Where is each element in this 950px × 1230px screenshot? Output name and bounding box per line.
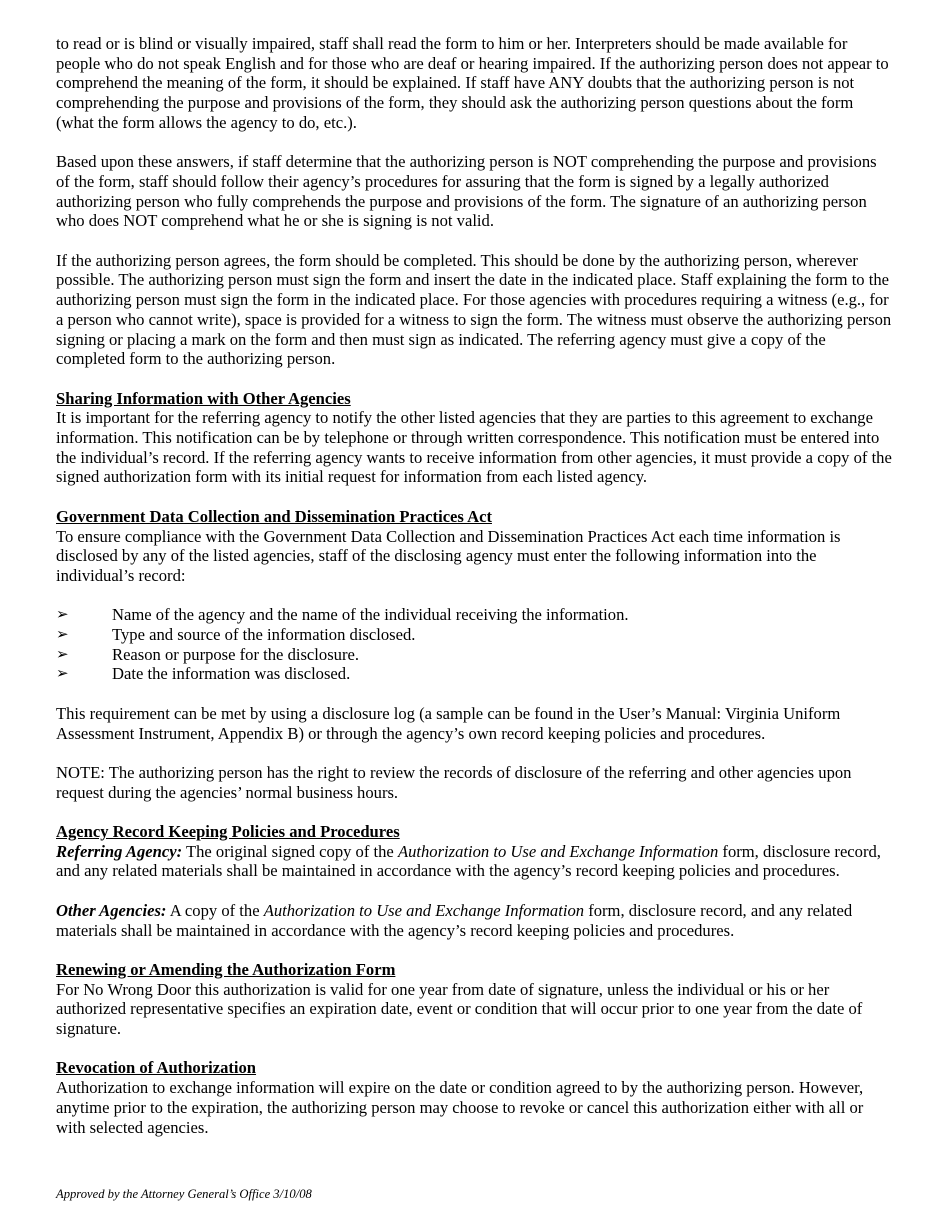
list-item [56,664,894,684]
disclosure-list [56,605,894,684]
paragraph-note: NOTE: The authorizing person has the right to review the records of disclosure of the referring and other agencies upon request during the agencies’ normal business hours. [56,762,852,802]
paragraph-renewing: For No Wrong Door this authorization is valid for one year from date of signature, unless the individual or his or her authorized representative specifies an expiration date, event or condition that will occur prior to one year from the date of signature. [56,979,863,1038]
paragraph-completion: If the authorizing person agrees, the form should be completed. This should be done by the authorizing person, wherever possible. The authorizing person must sign the form and insert the date in the indicated place. Staff explaining the form to the authorizing person must sign the form in the indicated place. For those agencies with procedures requiring a witness (e.g., for a person who cannot write), space is provided for a witness to sign the form. The witness must observe the authorizing person signing or placing a mark on the form and then must sign as indicated. The referring agency must give a copy of the completed form to the authorizing person. [56,250,892,369]
list-item-text: Type and source of the information disclosed. [112,625,416,645]
section-revocation [56,1058,894,1137]
list-item [56,645,894,665]
paragraph-revocation: Authorization to exchange information will expire on the date or condition agreed to by the authorizing person. However, anytime prior to the expiration, the authorizing person may choose to revoke or cancel this authorization either with all or with selected agencies. [56,1078,864,1137]
text-segment: The original signed copy of the [182,841,398,861]
form-title: Authorization to Use and Exchange Information [263,900,585,920]
paragraph-gdcdpa: To ensure compliance with the Government Data Collection and Dissemination Practices Act each time information is disclosed by any of the listed agencies, staff of the disclosing agency must enter the following information into the individual’s record: [56,526,841,585]
section-renewing [56,960,894,1039]
paragraph-referring-agency [56,842,894,881]
heading-sharing: Sharing Information with Other Agencies [56,388,351,408]
label-other-agencies: Other Agencies: [56,900,167,920]
list-item [56,625,894,645]
footer-approval-note: Approved by the Attorney General’s Office 3/10/08 [56,1187,312,1201]
heading-renewing: Renewing or Amending the Authorization Form [56,959,396,979]
section-sharing [56,389,894,488]
section-record-keeping [56,822,894,940]
form-title: Authorization to Use and Exchange Information [397,841,719,861]
text-segment: form, disclosure record, and any related materials shall be maintained in accordance with the agency’s record keeping policies and procedures. [56,900,853,940]
document-body [56,34,894,1137]
paragraph-comprehension: Based upon these answers, if staff determine that the authorizing person is NOT comprehending the purpose and provisions of the form, staff should follow their agency’s procedures for assuring that the form is signed by a legally authorized authorizing person who fully comprehends the purpose and provisions of the form. The signature of an authorizing person who does NOT comprehend what he or she is signing is not valid. [56,152,877,231]
paragraph-interpreters: to read or is blind or visually impaired, staff shall read the form to him or her. Interpreters should be made available for people who do not speak English and for those who are deaf or hearing impaired. If the authorizing person does not appear to comprehend the meaning of the form, it should be explained. If staff have ANY doubts that the authorizing person is not comprehending the purpose and provisions of the form, they should ask the authorizing person questions about the form (what the form allows the agency to do, etc.). [56,34,889,132]
arrow-bullet-icon: ➢ [56,625,69,644]
text-segment: form, disclosure record, and any related materials shall be maintained in accordance with the agency’s record keeping policies and procedures. [56,841,881,881]
list-item-text: Name of the agency and the name of the individual receiving the information. [112,605,629,625]
arrow-bullet-icon: ➢ [56,644,69,663]
paragraph-sharing: It is important for the referring agency to notify the other listed agencies that they are parties to this agreement to exchange information. This notification can be by telephone or through written correspondence. This notification must be entered into the individual’s record. If the referring agency wants to receive information from other agencies, it must provide a copy of the signed authorization form with its initial request for information from each listed agency. [56,408,892,487]
heading-revocation: Revocation of Authorization [56,1058,257,1078]
section-gdcdpa [56,507,894,803]
label-referring-agency: Referring Agency: [56,841,183,861]
paragraph-disclosure-log: This requirement can be met by using a disclosure log (a sample can be found in the User’s Manual: Virginia Uniform Assessment Instrument, Appendix B) or through the agency’s own record keeping policies and procedures. [56,703,841,743]
paragraph-other-agencies [56,901,894,940]
list-item [56,605,894,625]
arrow-bullet-icon: ➢ [56,605,69,624]
heading-record-keeping: Agency Record Keeping Policies and Procedures [56,822,400,841]
list-item-text: Reason or purpose for the disclosure. [112,644,360,664]
heading-gdcdpa: Government Data Collection and Dissemination Practices Act [56,506,492,526]
text-segment: A copy of the [166,900,264,920]
list-item-text: Date the information was disclosed. [112,664,351,684]
arrow-bullet-icon: ➢ [56,664,69,683]
